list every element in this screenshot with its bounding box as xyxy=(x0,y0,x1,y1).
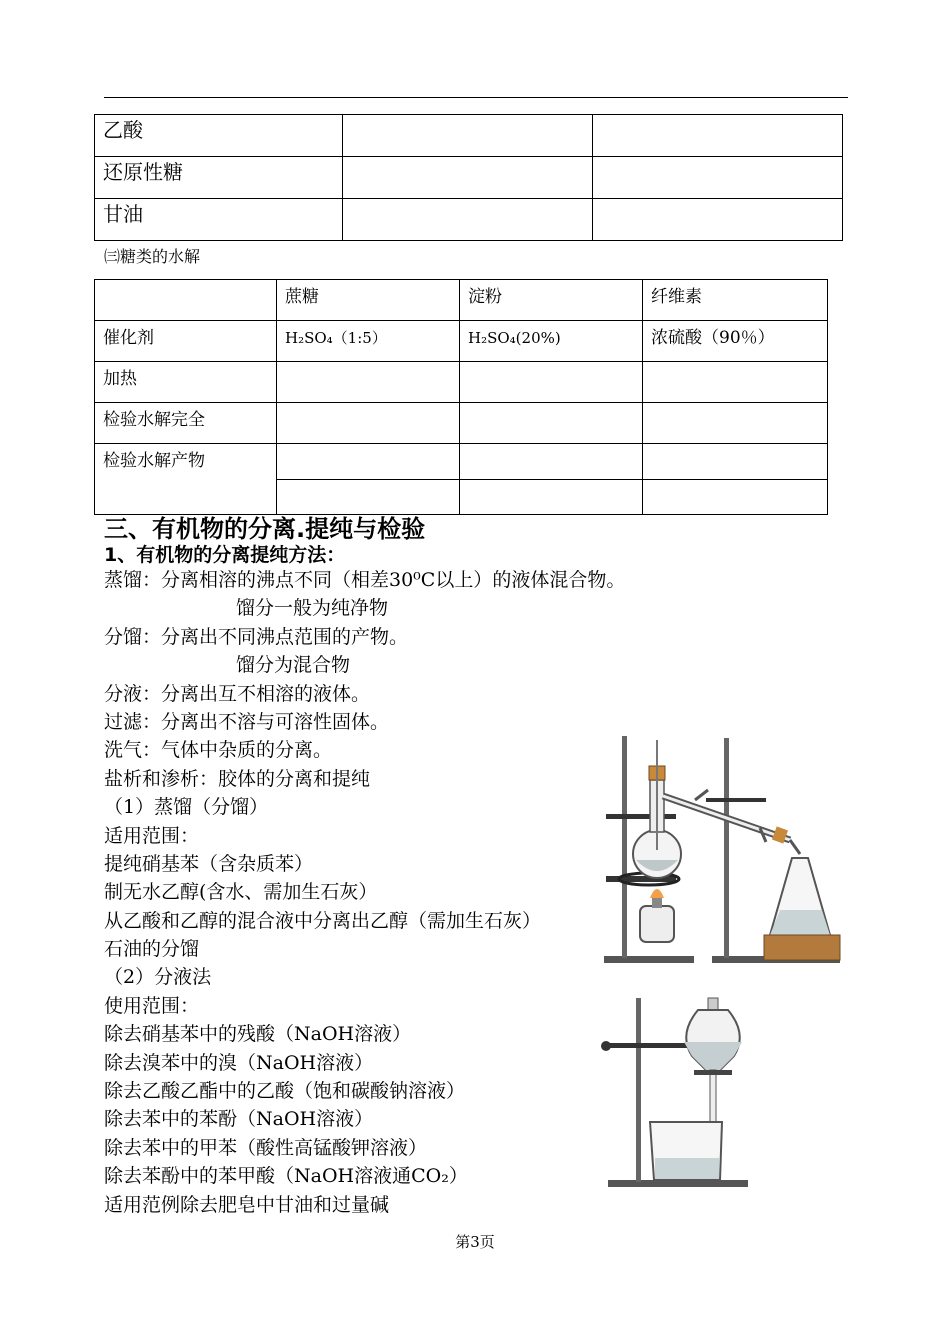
text-line: 除去苯中的苯酚（NaOH溶液） xyxy=(104,1108,374,1131)
text-line: 从乙酸和乙醇的混合液中分离出乙醇（需加生石灰） xyxy=(104,909,542,932)
hydrolysis-caption: ㈢糖类的水解 xyxy=(104,247,201,266)
text-line: 石油的分馏 xyxy=(104,938,200,961)
table-header-row xyxy=(95,280,828,321)
text-line: 分液：分离出互不相溶的液体。 xyxy=(104,682,371,705)
text-line: 制无水乙醇(含水、需加生石灰） xyxy=(104,881,378,904)
section-title: 三、有机物的分离.提纯与检验 xyxy=(104,515,426,543)
text-line: 洗气：气体中杂质的分离。 xyxy=(104,739,333,762)
text-line: 馏分一般为纯净物 xyxy=(236,597,389,620)
table-row xyxy=(95,115,843,157)
section-subtitle: 1、有机物的分离提纯方法： xyxy=(104,544,346,566)
text-line: 分馏：分离出不同沸点范围的产物。 xyxy=(104,625,409,648)
text-line: （2）分液法 xyxy=(104,966,212,989)
col-header-starch: 淀粉 xyxy=(460,280,643,321)
text-line: （1）蒸馏（分馏） xyxy=(104,796,269,819)
cell-value: H₂SO₄(20%) xyxy=(460,321,643,362)
text-line: 提纯硝基苯（含杂质苯） xyxy=(104,852,314,875)
table-row xyxy=(95,362,828,403)
col-header-cellulose: 纤维素 xyxy=(643,280,828,321)
reagent-table xyxy=(94,114,843,241)
row-label: 检验水解完全 xyxy=(95,403,277,444)
text-line: 除去硝基苯中的残酸（NaOH溶液） xyxy=(104,1023,412,1046)
separatory-funnel-illustration xyxy=(598,994,778,1192)
body-text xyxy=(104,566,625,1219)
page-number: 第3页 xyxy=(455,1233,495,1251)
row-label: 催化剂 xyxy=(95,321,277,362)
text-line: 适用范例除去肥皂中甘油和过量碱 xyxy=(104,1193,390,1216)
cell-value: H₂SO₄（1:5） xyxy=(277,321,460,362)
text-line: 除去乙酸乙酯中的乙酸（饱和碳酸钠溶液） xyxy=(104,1080,466,1103)
text-line: 蒸馏：分离相溶的沸点不同（相差30⁰C以上）的液体混合物。 xyxy=(104,569,626,591)
text-line: 馏分为混合物 xyxy=(236,654,351,677)
row-label: 乙酸 xyxy=(95,115,343,157)
table-row xyxy=(95,403,828,444)
table-row xyxy=(95,444,828,480)
text-line: 盐析和渗析：胶体的分离和提纯 xyxy=(104,767,371,790)
distillation-apparatus-illustration xyxy=(600,730,846,970)
table-row xyxy=(95,199,843,241)
text-line: 除去苯中的甲苯（酸性高锰酸钾溶液） xyxy=(104,1136,428,1159)
row-label: 甘油 xyxy=(95,199,343,241)
col-header-sucrose: 蔗糖 xyxy=(277,280,460,321)
text-line: 除去溴苯中的溴（NaOH溶液） xyxy=(104,1051,374,1074)
text-line: 除去苯酚中的苯甲酸（NaOH溶液通CO₂） xyxy=(104,1165,468,1188)
table-row xyxy=(95,321,828,362)
cell-value: 浓硫酸（90％） xyxy=(643,321,828,362)
header-rule xyxy=(104,97,848,98)
text-line: 过滤：分离出不溶与可溶性固体。 xyxy=(104,710,390,733)
text-line: 使用范围： xyxy=(104,994,200,1017)
table-row xyxy=(95,157,843,199)
row-label: 加热 xyxy=(95,362,277,403)
text-line: 适用范围： xyxy=(104,824,200,847)
row-label: 检验水解产物 xyxy=(95,444,277,515)
hydrolysis-table xyxy=(94,279,828,515)
row-label: 还原性糖 xyxy=(95,157,343,199)
